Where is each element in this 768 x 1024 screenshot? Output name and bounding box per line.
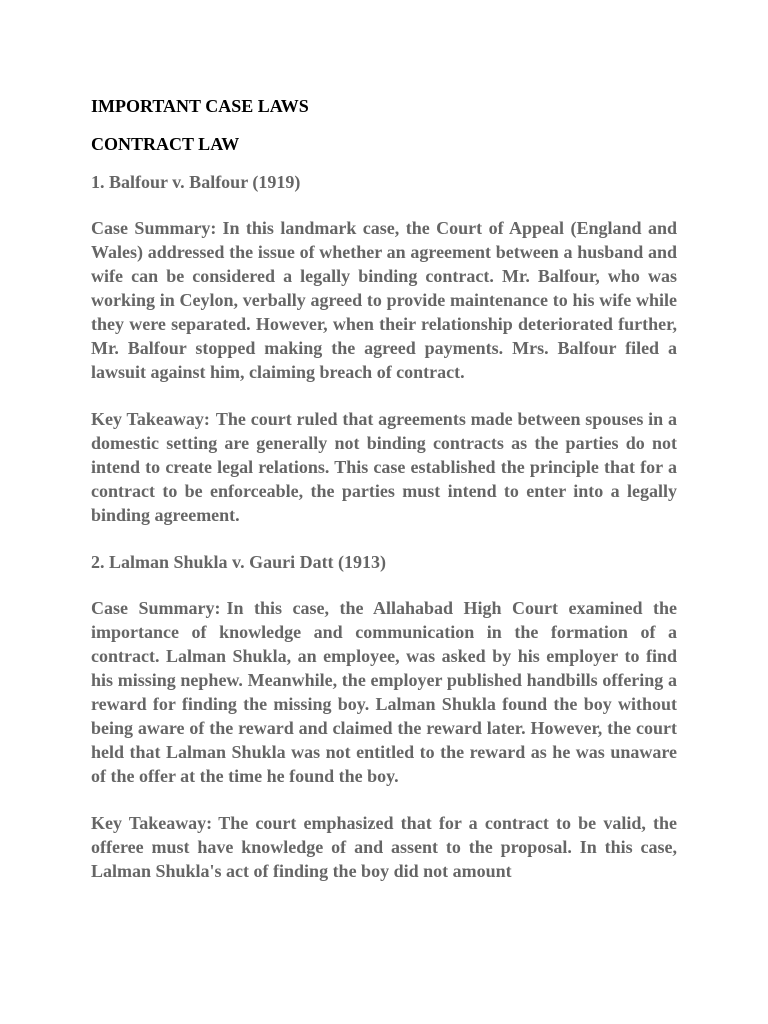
summary-label: Case Summary:: [91, 598, 221, 618]
takeaway-text: The court emphasized that for a contract to be valid, the offeree must have knowledge of and assent to the proposal. In this case, Lalman Shukla's act of finding the boy did not amount: [91, 813, 677, 881]
document-title: IMPORTANT CASE LAWS: [91, 96, 309, 116]
takeaway-text: The court ruled that agreements made between spouses in a domestic setting are generally not binding contracts as the parties do not intend to create legal relations. This case established the principle that for a contract to be enforceable, the parties must intend to enter into a legally binding agreement.: [91, 409, 678, 525]
key-takeaway: [91, 811, 677, 883]
case-title: 2. Lalman Shukla v. Gauri Datt (1913): [91, 552, 387, 572]
takeaway-label: Key Takeaway:: [91, 813, 213, 833]
case-title: 1. Balfour v. Balfour (1919): [91, 172, 301, 192]
case-summary: [91, 216, 677, 384]
document-body: [91, 94, 677, 906]
key-takeaway: [91, 407, 677, 527]
summary-text: In this landmark case, the Court of Appeal (England and Wales) addressed the issue of whether an agreement between a husband and wife can be considered a legally binding contract. Mr. Balfour, who was working in Ceylon, verbally agreed to provide maintenance to his wife while they were separated. However, when their relationship deteriorated further, Mr. Balfour stopped making the agreed payments. Mrs. Balfour filed a lawsuit against him, claiming breach of contract.: [91, 218, 677, 382]
summary-label: Case Summary:: [91, 218, 217, 238]
section-heading: CONTRACT LAW: [91, 134, 240, 154]
case-summary: [91, 596, 677, 788]
summary-text: In this case, the Allahabad High Court examined the importance of knowledge and communication in the formation of a contract. Lalman Shukla, an employee, was asked by his employer to find his missing nephew. Meanwhile, the employer published handbills offering a reward for finding the missing boy. Lalman Shukla found the boy without being aware of the reward and claimed the reward later. However, the court held that Lalman Shukla was not entitled to the reward as he was unaware of the offer at the time he found the boy.: [91, 598, 677, 786]
takeaway-label: Key Takeaway:: [91, 409, 210, 429]
